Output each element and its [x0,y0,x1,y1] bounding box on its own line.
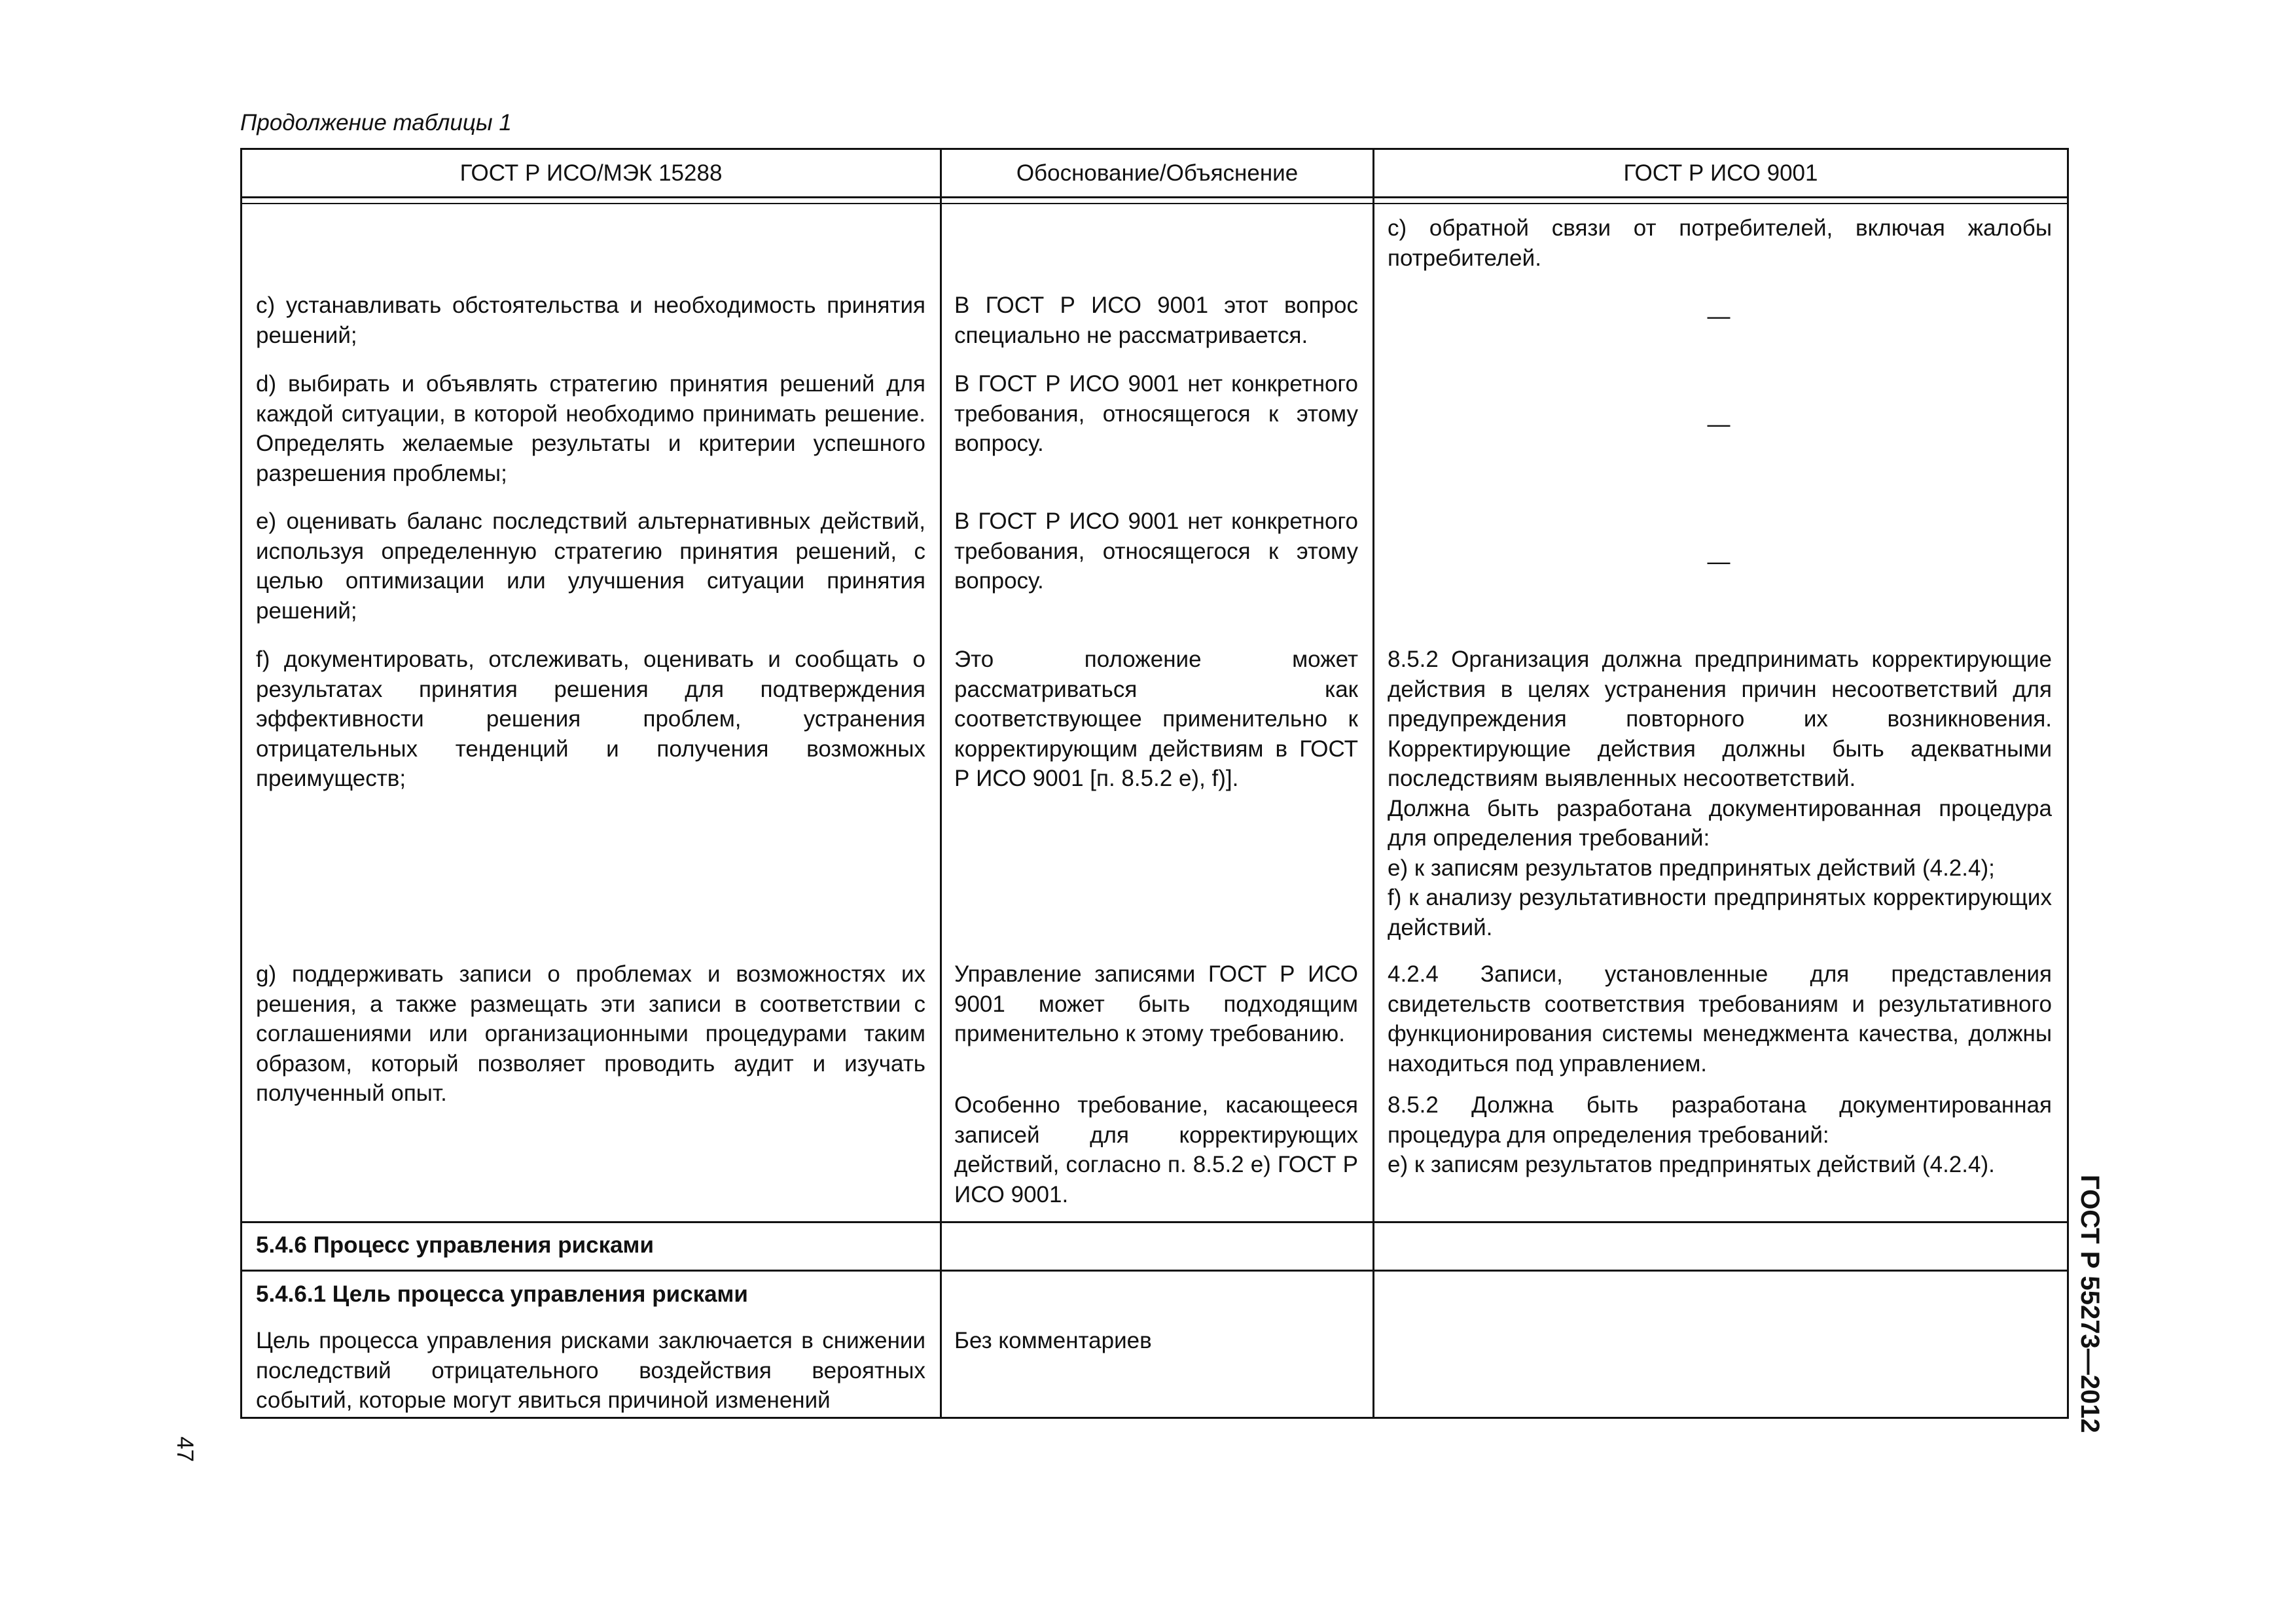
cell-row7-col2: Без комментариев [954,1328,1152,1353]
row-divider [242,1270,2067,1272]
comparison-table [240,148,2069,1419]
cell-row1-col2: В ГОСТ Р ИСО 9001 этот вопрос специально не рассматривается. [954,293,1358,348]
cell-row3-col1: e) оценивать баланс последствий альтернативных действий, используя определенную стратегию принятия решений, с целью оптимизации или улучшения ситуации принятия решений; [256,508,925,624]
empty-dash: — [1707,304,1731,329]
header-col-1: ГОСТ Р ИСО/МЭК 15288 [459,160,723,186]
cell-row5-col2a: Управление записями ГОСТ Р ИСО 9001 может быть подходящим применительно к этому требованию. [954,961,1358,1046]
cell-row5-col1: g) поддерживать записи о проблемах и возможностях их решения, а также размещать эти записи в соответствии с соглашениями или организационными процедурами таким образом, который позволяет проводить аудит и изучать полученный опыт. [256,961,925,1106]
empty-dash: — [1707,549,1731,575]
header-divider [242,203,2067,204]
document-code: ГОСТ Р 55273—2012 [2075,1175,2104,1433]
subsection-heading: 5.4.6.1 Цель процесса управления рисками [256,1281,748,1307]
cell-row4-col2: Это положение может рассматриваться как соответствующее применительно к корректирующим действиям в ГОСТ Р ИСО 9001 [п. 8.5.2 e), f)]. [954,647,1358,791]
cell-row2-col2: В ГОСТ Р ИСО 9001 нет конкретного требования, относящегося к этому вопросу. [954,371,1358,456]
column-divider [1372,150,1374,1417]
cell-row1-col1: c) устанавливать обстоятельства и необходимость принятия решений; [256,293,925,348]
empty-dash: — [1707,412,1731,437]
table-caption: Продолжение таблицы 1 [240,110,512,135]
section-heading: 5.4.6 Процесс управления рисками [256,1232,654,1258]
row-divider [242,1221,2067,1223]
cell-row5-col3a: 4.2.4 Записи, установленные для представления свидетельств соответствия требованиям и результативного функционирования системы менеджмента качества, должны находиться под управлением. [1388,961,2052,1077]
page-number: 47 [172,1436,198,1462]
cell-row2-col1: d) выбирать и объявлять стратегию принятия решений для каждой ситуации, в которой необходимо принимать решение. Определять желаемые результаты и критерии успешного разрешения проблемы; [256,371,925,486]
cell-row4-col1: f) документировать, отслеживать, оценивать и сообщать о результатах принятия решения для подтверждения эффективности решения проблем, устранения отрицательных тенденций и получения возможных преимуществ; [256,647,925,791]
cell-row7-col1: Цель процесса управления рисками заключается в снижении последствий отрицательного воздействия вероятных событий, которые могут явиться причиной изменений [256,1328,925,1413]
cell-row5-col3b: 8.5.2 Должна быть разработана документированная процедура для определения требований: e) к записям результатов предпринятых действий (4.2.4). [1388,1092,2052,1177]
cell-row4-col3: 8.5.2 Организация должна предпринимать корректирующие действия в целях устранения причин несоответствий для предупреждения повторного их возникновения. Корректирующие действия должны быть адекватными последствиям выявленных несоответствий. Должна быть разработана документированная процедура для определения требований: e) к записям результатов предпринятых действий (4.2.4); f) к анализу результативности предпринятых корректирующих действий. [1388,647,2052,940]
header-col-2: Обоснование/Объяснение [1016,160,1299,186]
cell-row0-col3: c) обратной связи от потребителей, включая жалобы потребителей. [1388,215,2052,271]
header-col-3: ГОСТ Р ИСО 9001 [1623,160,1818,186]
cell-row3-col2: В ГОСТ Р ИСО 9001 нет конкретного требования, относящегося к этому вопросу. [954,508,1358,594]
cell-row5-col2b: Особенно требование, касающееся записей для корректирующих действий, согласно п. 8.5.2 e) ГОСТ Р ИСО 9001. [954,1092,1358,1207]
column-divider [940,150,942,1417]
